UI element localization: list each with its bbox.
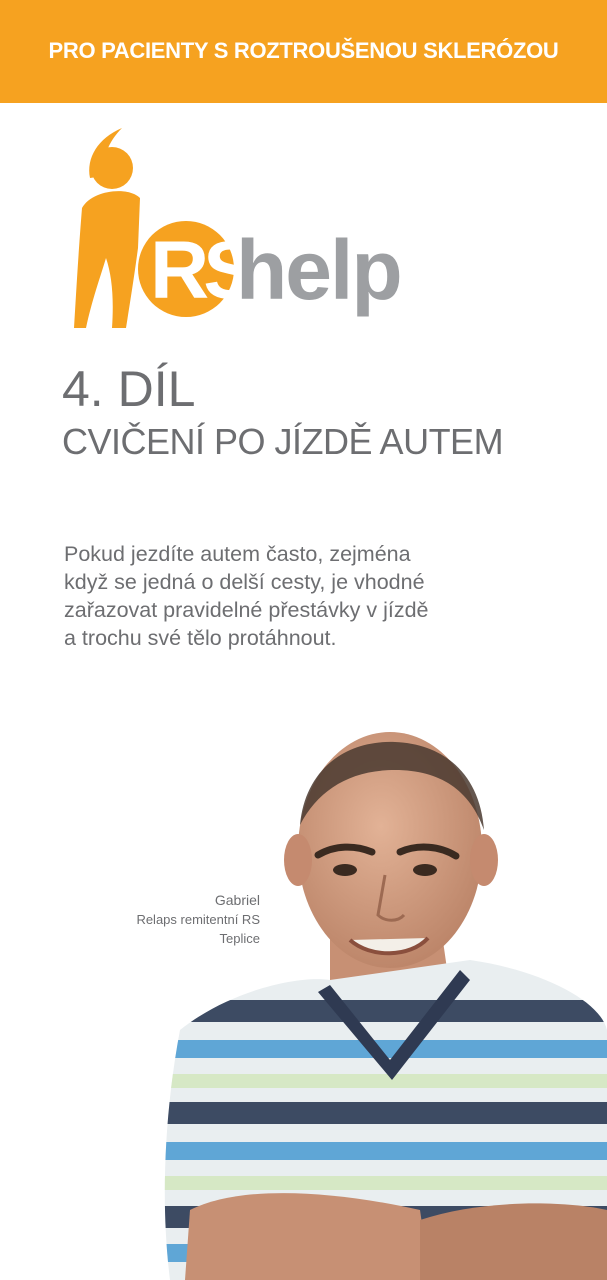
photo-arm-right xyxy=(420,1203,607,1280)
patient-photo xyxy=(0,730,607,1280)
intro-line: Pokud jezdíte autem často, zejména xyxy=(64,542,411,566)
intro-line: když se jedná o delší cesty, je vhodné xyxy=(64,570,425,594)
caption-diagnosis: Relaps remitentní RS xyxy=(136,912,260,927)
caption-city: Teplice xyxy=(219,931,260,946)
banner-title: PRO PACIENTY S ROZTROUŠENOU SKLERÓZOU xyxy=(48,38,559,63)
part-number: 4. DÍL xyxy=(62,361,196,417)
logo-rs-text: RS xyxy=(150,225,252,316)
logo-help-text: help xyxy=(236,223,401,317)
logo-figure-body xyxy=(74,191,140,328)
intro-line: zařazovat pravidelné přestávky v jízdě xyxy=(64,598,429,622)
caption-name: Gabriel xyxy=(214,892,260,908)
intro-paragraph xyxy=(64,540,484,652)
photo-arm-left xyxy=(185,1193,430,1280)
intro-line: a trochu své tělo protáhnout. xyxy=(64,626,337,650)
top-banner xyxy=(0,0,607,103)
page-title: CVIČENÍ PO JÍZDĚ AUTEM xyxy=(62,421,504,462)
